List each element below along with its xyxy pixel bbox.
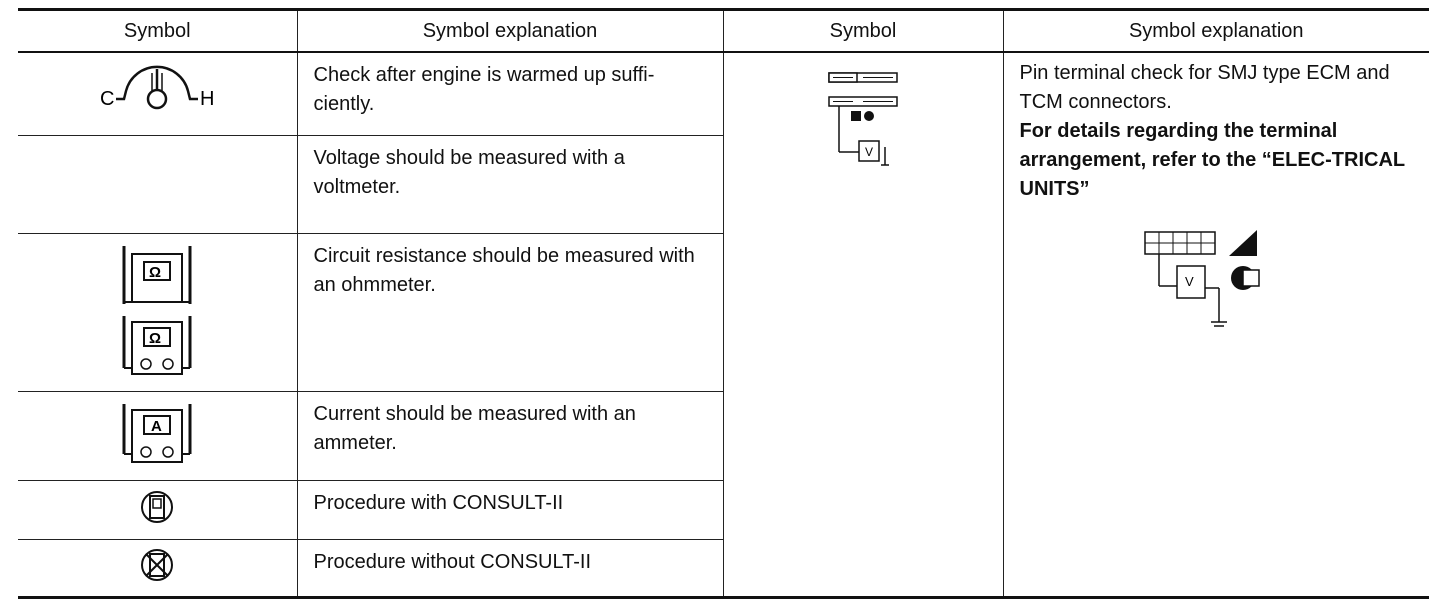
explanation-right-normal: Pin terminal check for SMJ type ECM and TCM connectors. bbox=[1019, 62, 1390, 113]
gauge-hot-label: H bbox=[200, 88, 215, 111]
header-row bbox=[18, 10, 1429, 53]
header-explanation-right: Symbol explanation bbox=[1003, 10, 1429, 53]
ammeter-glyph: A bbox=[151, 418, 163, 435]
ohmmeter-glyph-2: Ω bbox=[149, 329, 162, 347]
explanation-cell-right bbox=[1003, 52, 1429, 597]
no-consult-ii-icon bbox=[139, 547, 175, 583]
explanation-cell: Procedure without CONSULT-II bbox=[297, 539, 723, 597]
symbol-cell-empty bbox=[18, 135, 297, 233]
connector-voltmeter-icon bbox=[823, 67, 903, 177]
explanation-cell: Voltage should be measured with a voltmeter. bbox=[297, 135, 723, 233]
header-symbol-left: Symbol bbox=[18, 10, 297, 53]
smj-terminal-check-diagram-icon bbox=[1139, 226, 1269, 336]
symbol-cell bbox=[18, 52, 297, 135]
table-row bbox=[18, 52, 1429, 135]
consult-ii-icon bbox=[139, 489, 175, 525]
symbol-cell bbox=[18, 480, 297, 539]
explanation-cell: Current should be measured with an ammeter. bbox=[297, 391, 723, 480]
gauge-cold-label: C bbox=[100, 88, 115, 111]
explanation-cell: Check after engine is warmed up suffi-ciently. bbox=[297, 52, 723, 135]
voltmeter-glyph: V bbox=[865, 145, 874, 159]
symbol-cell bbox=[18, 233, 297, 391]
symbol-table-container bbox=[18, 8, 1429, 599]
symbol-cell bbox=[18, 391, 297, 480]
header-explanation-left: Symbol explanation bbox=[297, 10, 723, 53]
engine-warm-gauge-icon bbox=[92, 61, 222, 121]
symbol-table bbox=[18, 8, 1429, 599]
header-symbol-right: Symbol bbox=[723, 10, 1003, 53]
symbol-cell bbox=[18, 539, 297, 597]
ohmmeter-glyph: Ω bbox=[149, 263, 162, 281]
ohmmeter-icon bbox=[112, 240, 202, 380]
diagram-wrap bbox=[1020, 226, 1420, 345]
diagram-voltmeter-glyph: V bbox=[1185, 274, 1194, 289]
symbol-cell-right bbox=[723, 52, 1003, 597]
explanation-cell: Procedure with CONSULT-II bbox=[297, 480, 723, 539]
explanation-right-bold: For details regarding the terminal arrangement, refer to the “ELEC-TRICAL UNITS” bbox=[1019, 120, 1405, 200]
ammeter-icon bbox=[112, 398, 202, 468]
explanation-cell: Circuit resistance should be measured with an ohmmeter. bbox=[297, 233, 723, 391]
